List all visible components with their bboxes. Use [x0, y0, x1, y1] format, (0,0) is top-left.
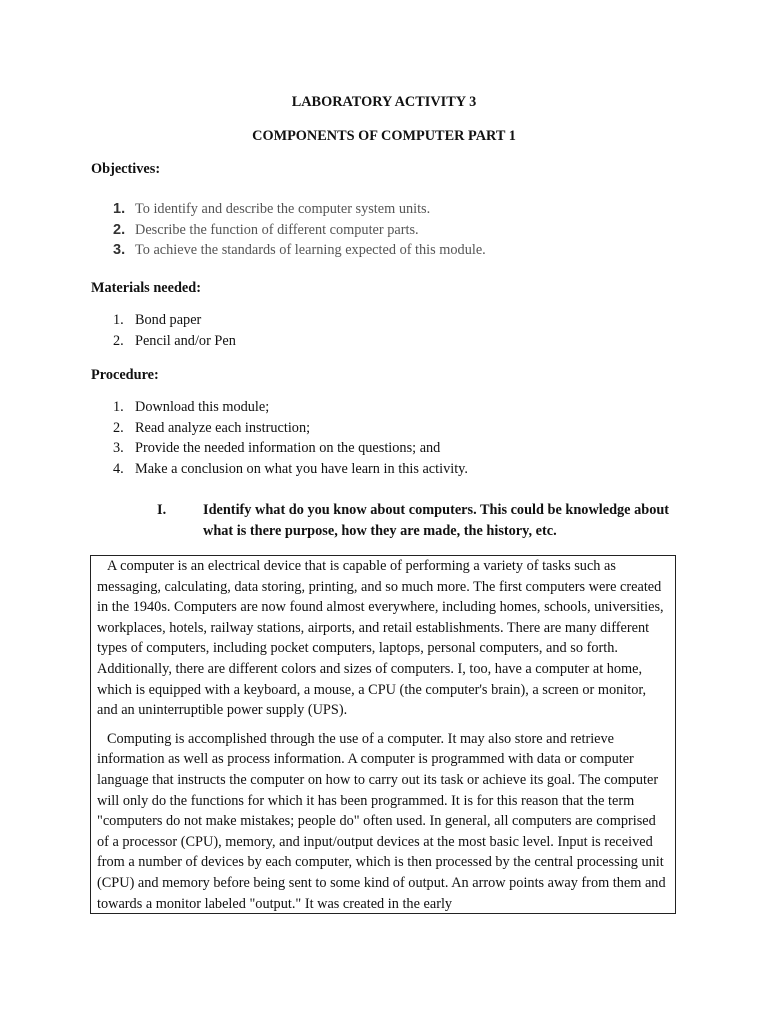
page-subtitle: COMPONENTS OF COMPUTER PART 1 — [252, 128, 516, 144]
materials-list — [91, 310, 236, 351]
item-number: 2. — [113, 332, 124, 349]
list-item — [91, 397, 468, 418]
item-text: Provide the needed information on the questions; and — [135, 440, 441, 457]
procedure-heading: Procedure: — [91, 367, 159, 383]
item-number: 4. — [113, 460, 124, 477]
item-text: Make a conclusion on what you have learn in this activity. — [135, 460, 468, 477]
list-item — [91, 438, 468, 459]
list-item — [91, 310, 236, 331]
item-text: Bond paper — [135, 312, 202, 328]
item-number: 2. — [113, 419, 124, 436]
item-number: 3. — [113, 242, 126, 259]
item-text: Pencil and/or Pen — [135, 332, 236, 349]
list-item — [91, 331, 236, 352]
answer-paragraph: Computing is accomplished through the use of a computer. It may also store and retrieve information as well as process information. A computer is programmed with data or computer language that instructs the computer on how to carry out its task or achieve its goal. The computer will only do the functions for which it has been programmed. It is for this reason that the term "computers do not make mistakes; people do" often used. In general, all computers are comprised of a processor (CPU), memory, and input/output devices at the most basic level. Input is received from a number of devices by each computer, which is then processed by the central processing unit (CPU) and memory before being sent to some kind of output. An arrow points away from them and towards a monitor labeled "output." It was created in the early — [97, 730, 666, 912]
procedure-list — [91, 397, 468, 479]
answer-box — [90, 555, 676, 914]
item-text: Download this module; — [135, 399, 270, 415]
section-question — [157, 500, 677, 542]
item-text: Describe the function of different computer parts. — [135, 221, 419, 238]
question-text: Identify what do you know about computers. This could be knowledge about what is there purpose, how they are made, the history, etc. — [203, 502, 670, 539]
materials-heading: Materials needed: — [91, 280, 201, 296]
page-title: LABORATORY ACTIVITY 3 — [291, 94, 477, 110]
list-item — [91, 459, 468, 480]
list-item — [91, 199, 486, 220]
item-text: To identify and describe the computer system units. — [135, 201, 431, 217]
item-number: 1. — [113, 312, 124, 328]
list-item — [91, 240, 486, 261]
answer-paragraph: A computer is an electrical device that is capable of performing a variety of tasks such as messaging, calculating, data storing, printing, and so much more. The first computers were created in the 1940s. Computers are now found almost everywhere, including homes, schools, universities, workplaces, hotels, railway stations, airports, and retail establishments. There are many different types of computers, including pocket computers, laptops, personal computers, and so forth. Additionally, there are different colors and sizes of computers. I, too, have a computer at home, which is equipped with a keyboard, a mouse, a CPU (the computer's brain), a screen or monitor, and an uninterruptible power supply (UPS). — [97, 558, 664, 719]
item-text: To achieve the standards of learning expected of this module. — [135, 242, 486, 259]
item-number: 2. — [113, 221, 126, 238]
item-number: 3. — [113, 440, 124, 457]
section-number: I. — [157, 502, 167, 518]
objectives-list — [91, 199, 486, 261]
objectives-heading: Objectives: — [91, 161, 161, 177]
item-number: 1. — [113, 399, 124, 415]
list-item — [91, 220, 486, 241]
item-number: 1. — [113, 201, 126, 217]
list-item — [91, 418, 468, 439]
item-text: Read analyze each instruction; — [135, 419, 311, 436]
